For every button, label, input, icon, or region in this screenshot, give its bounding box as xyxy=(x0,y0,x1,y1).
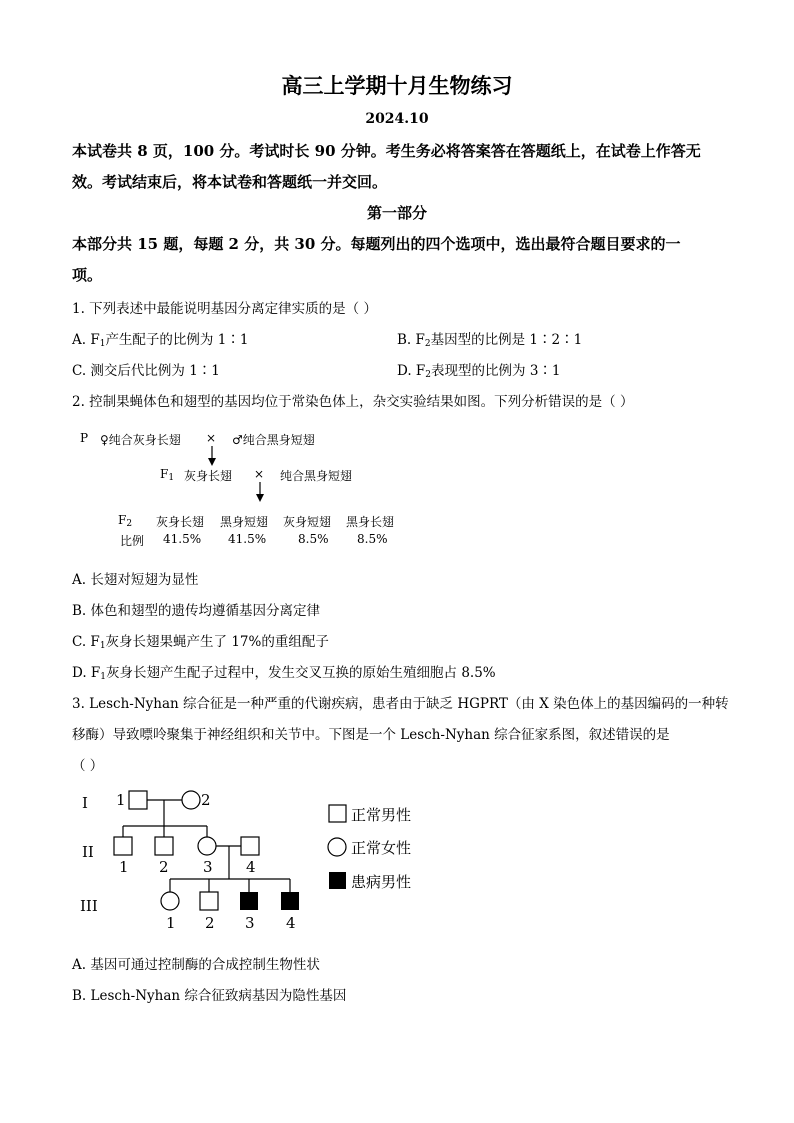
section-heading: 第一部分 xyxy=(366,204,427,222)
gen2-num-4: 4 xyxy=(246,858,256,876)
q3-stem-line-3: （ ） xyxy=(72,758,104,774)
q3-option-a: A. 基因可通过控制酶的合成控制生物性状 xyxy=(72,957,320,973)
cross-f1-subscript: 1 xyxy=(168,473,175,483)
q1-d-prefix: D. F xyxy=(397,363,426,379)
gen3-male-2 xyxy=(200,892,218,910)
q1-a-prefix: A. F xyxy=(72,332,100,348)
gen2-male-2 xyxy=(155,837,173,855)
cross-ratio-label: 比例 xyxy=(120,534,145,548)
cross-f1-testcross-parent: 纯合黑身短翅 xyxy=(280,469,353,483)
legend-affected-male: 患病男性 xyxy=(351,873,412,891)
gen3-label: III xyxy=(80,897,98,915)
arrow-down-icon xyxy=(253,481,267,503)
q2-option-d xyxy=(72,661,496,682)
gen2-label: II xyxy=(82,843,94,861)
q1-stem: 1. 下列表述中最能说明基因分离定律实质的是（ ） xyxy=(72,301,377,317)
q1-d-subscript: 2 xyxy=(425,370,432,380)
exam-date: 2024.10 xyxy=(365,111,429,127)
gen1-female-2 xyxy=(182,791,200,809)
f2-phenotype-2: 黑身短翅 xyxy=(220,515,269,529)
q1-option-c: C. 测交后代比例为 1∶1 xyxy=(72,363,220,379)
gen1-num-1: 1 xyxy=(116,791,126,809)
gen2-male-4 xyxy=(241,837,259,855)
gen3-female-1 xyxy=(161,892,179,910)
f2-ratio-2: 41.5% xyxy=(228,532,267,546)
q2-option-a: A. 长翅对短翅为显性 xyxy=(72,572,199,588)
f2-phenotype-3: 灰身短翅 xyxy=(283,515,332,529)
cross-f2-letter: F xyxy=(118,513,127,527)
cross-p-male: ♂纯合黑身短翅 xyxy=(232,433,315,447)
gen3-affected-male-4 xyxy=(281,892,299,910)
legend-affected-male-symbol xyxy=(329,872,346,889)
pedigree-chart xyxy=(70,780,430,940)
cross-times-1: × xyxy=(206,431,217,445)
q1-option-d xyxy=(397,359,561,380)
q3-stem-line-2: 移酶）导致嘌呤聚集于神经组织和关节中。下图是一个 Lesch-Nyhan 综合征家系图，叙述错误的是 xyxy=(72,727,670,743)
f2-ratio-4: 8.5% xyxy=(357,532,388,546)
f2-phenotype-4: 黑身长翅 xyxy=(346,515,395,529)
gen3-num-4: 4 xyxy=(286,914,296,932)
cross-times-2: × xyxy=(254,467,265,481)
cross-p-label: P xyxy=(80,431,89,445)
gen1-num-2: 2 xyxy=(201,791,211,809)
legend-normal-female-symbol xyxy=(328,838,346,856)
q2-option-c xyxy=(72,630,329,651)
q2-d-subscript: 1 xyxy=(100,672,107,682)
legend-normal-male-symbol xyxy=(329,805,346,822)
q1-d-text: 表现型的比例为 3∶1 xyxy=(431,363,561,379)
q2-d-text: 灰身长翅产生配子过程中，发生交叉互换的原始生殖细胞占 8.5% xyxy=(106,665,496,681)
cross-p-female: ♀纯合灰身长翅 xyxy=(100,433,181,447)
cross-f2-subscript: 2 xyxy=(126,519,133,529)
cross-f2-label xyxy=(118,513,132,529)
page-title: 高三上学期十月生物练习 xyxy=(281,73,513,98)
arrow-down-icon xyxy=(205,445,219,467)
gen3-num-3: 3 xyxy=(245,914,255,932)
q1-b-subscript: 2 xyxy=(424,339,431,349)
cross-f1-letter: F xyxy=(160,467,169,481)
gen1-label: I xyxy=(82,794,88,812)
gen3-affected-male-3 xyxy=(240,892,258,910)
intro-line-1: 本试卷共 8 页，100 分。考试时长 90 分钟。考生务必将答案答在答题纸上，在试卷上作答无 xyxy=(72,142,701,160)
f2-ratio-1: 41.5% xyxy=(163,532,202,546)
legend-normal-female: 正常女性 xyxy=(351,839,412,857)
q2-stem: 2. 控制果蝇体色和翅型的基因均位于常染色体上，杂交实验结果如图。下列分析错误的是（ ） xyxy=(72,394,634,410)
legend-normal-male: 正常男性 xyxy=(351,806,412,824)
gen2-female-3 xyxy=(198,837,216,855)
q2-option-b: B. 体色和翅型的遗传均遵循基因分离定律 xyxy=(72,603,321,619)
q1-a-text: 产生配子的比例为 1∶1 xyxy=(105,332,249,348)
q2-d-prefix: D. F xyxy=(72,665,101,681)
section-desc-line-2: 项。 xyxy=(72,266,103,284)
q2-c-text: 灰身长翅果蝇产生了 17%的重组配子 xyxy=(105,634,329,650)
intro-line-2: 效。考试结束后，将本试卷和答题纸一并交回。 xyxy=(72,173,388,191)
gen2-num-2: 2 xyxy=(159,858,169,876)
q1-b-text: 基因型的比例是 1∶2∶1 xyxy=(430,332,583,348)
q1-option-b xyxy=(397,328,582,349)
f2-phenotype-1: 灰身长翅 xyxy=(156,515,205,529)
gen3-num-2: 2 xyxy=(205,914,215,932)
f2-ratio-3: 8.5% xyxy=(298,532,329,546)
section-desc-line-1: 本部分共 15 题，每题 2 分，共 30 分。每题列出的四个选项中，选出最符合题目要求的一 xyxy=(72,235,681,253)
gen2-num-3: 3 xyxy=(203,858,213,876)
gen2-male-1 xyxy=(114,837,132,855)
q1-b-prefix: B. F xyxy=(397,332,425,348)
q2-c-subscript: 1 xyxy=(99,641,106,651)
cross-f1-phenotype: 灰身长翅 xyxy=(184,469,233,483)
q2-c-prefix: C. F xyxy=(72,634,100,650)
cross-f1-label xyxy=(160,467,174,483)
gen1-male-1 xyxy=(129,791,147,809)
q3-option-b: B. Lesch-Nyhan 综合征致病基因为隐性基因 xyxy=(72,988,347,1004)
q3-stem-line-1: 3. Lesch-Nyhan 综合征是一种严重的代谢疾病，患者由于缺乏 HGPRT（由 X 染色体上的基因编码的一种转 xyxy=(72,696,729,712)
gen2-num-1: 1 xyxy=(119,858,129,876)
gen3-num-1: 1 xyxy=(166,914,176,932)
q1-a-subscript: 1 xyxy=(99,339,106,349)
q1-option-a xyxy=(72,328,248,349)
